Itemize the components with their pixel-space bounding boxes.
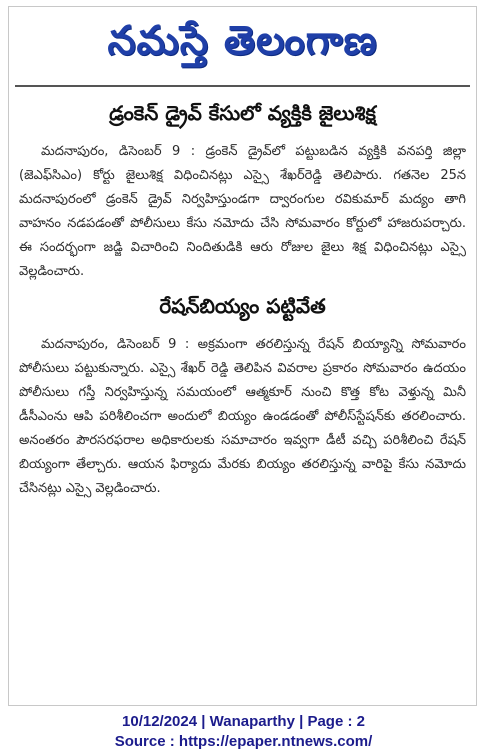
footer [0,712,487,752]
masthead-divider [15,85,470,87]
article-1-body: మదనాపురం, డిసెంబర్ 9 : డ్రంకెన్ డ్రైవ్‌లో పట్టుబడిన వ్యక్తికి వనపర్తి జిల్లా (జెఎఫ్‌సిఎం) కోర్టు జైలుశిక్ష విధించినట్లు ఎస్సై శేఖర్‌రెడ్డి తెలిపారు. గతనెల 25న మదనాపురంలో డ్రంకెన్ డ్రైవ్ నిర్వహిస్తుండగా ద్వారంగుల రవికుమార్ మద్యం తాగి వాహనం నడపడంతో పోలీసులు కేసు నమోదు చేసి సోమవారం కోర్టులో హాజరుపర్చారు. ఈ సందర్భంగా జడ్జి విచారించి నిందితుడికి ఆరు రోజుల జైలు శిక్ష విధించినట్లు ఎస్సై వెల్లడించారు. [19,144,466,279]
newspaper-clipping [8,6,477,706]
article-2-headline: రేషన్‌బియ్యం పట్టివేత [159,294,326,318]
masthead-title: నమస్తే తెలంగాణ [107,18,378,64]
article-1-headline: డ్రంకెన్ డ్రైవ్ కేసులో వ్యక్తికి జైలుశిక్ష [109,101,376,125]
article-2-body: మదనాపురం, డిసెంబర్ 9 : అక్రమంగా తరలిస్తున్న రేషన్ బియ్యాన్ని సోమవారం పోలీసులు పట్టుకున్నారు. ఎస్సై శేఖర్ రెడ్డి తెలిపిన వివరాల ప్రకారం సోమవారం ఉదయం పోలీసులు గస్తీ నిర్వహిస్తున్న సమయంలో ఆత్మకూర్ నుంచి కొత్త కోట వెళ్తున్న మినీ డీసీఎంను ఆపి పరిశీలించగా అందులో బియ్యం ఉండడంతో పోలీస్‌స్టేషన్‌కు తరలించారు. అనంతరం పౌరసరఫరాల అధికారులకు సమాచారం ఇవ్వగా డీటీ వచ్చి పరిశీలించి రేషన్ బియ్యంగా తేల్చారు. ఆయన ఫిర్యాదు మేరకు బియ్యం తరలిస్తున్న వారిపై కేసు నమోదు చేసినట్లు ఎస్సై వెల్లడించారు. [19,337,466,496]
footer-source: Source : https://epaper.ntnews.com/ [114,733,373,750]
footer-info: 10/12/2024 | Wanaparthy | Page : 2 [122,713,365,730]
